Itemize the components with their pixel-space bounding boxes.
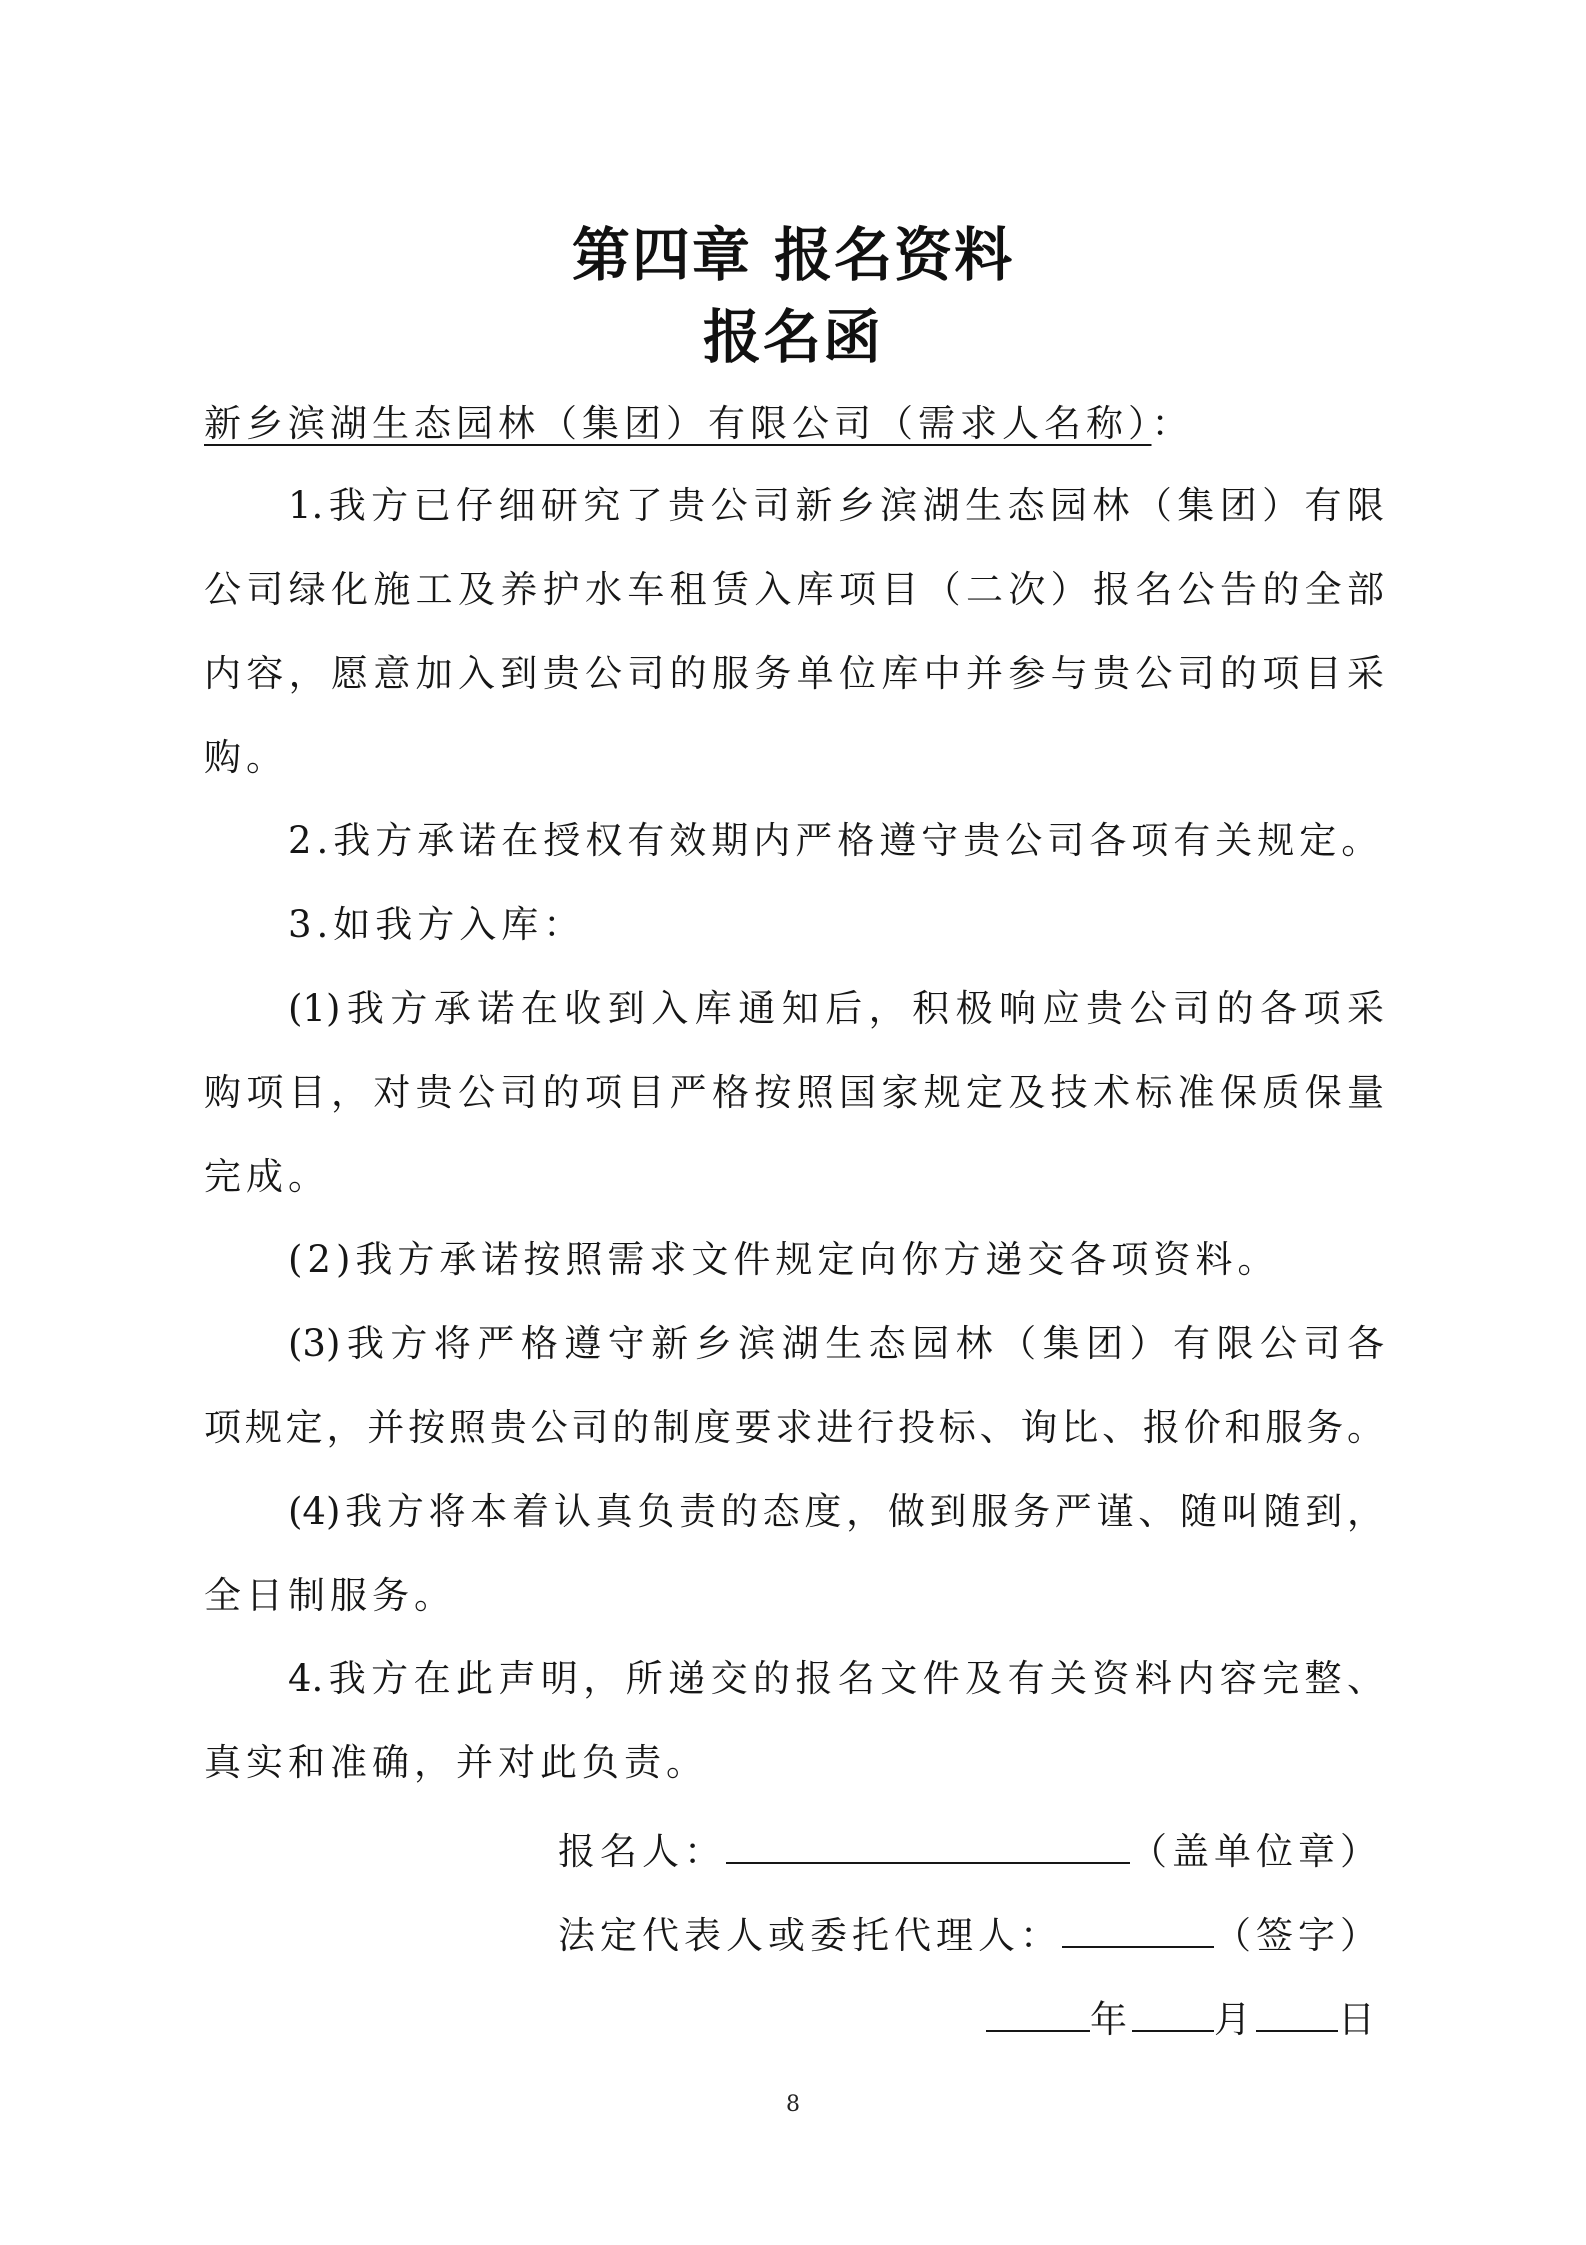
paragraph-1-line-3: 内容，愿意加入到贵公司的服务单位库中并参与贵公司的项目采 — [204, 652, 1384, 695]
chapter-title: 第四章 报名资料 — [571, 221, 1015, 289]
addressee-name: 新乡滨湖生态园林（集团）有限公司（需求人名称） — [204, 402, 1152, 445]
paragraph-1-line-4: 购。 — [204, 736, 288, 779]
month-blank[interactable] — [1132, 1994, 1214, 2032]
paragraph-6-line-1: (3)我方将严格遵守新乡滨湖生态园林（集团）有限公司各 — [288, 1322, 1384, 1365]
paragraph-5-line-1: (2)我方承诺按照需求文件规定向你方递交各项资料。 — [288, 1238, 1280, 1281]
paragraph-4-line-1: (1)我方承诺在收到入库通知后，积极响应贵公司的各项采 — [288, 987, 1384, 1030]
addressee-colon: ： — [1151, 402, 1194, 445]
applicant-note: （盖单位章） — [1130, 1830, 1382, 1873]
paragraph-3-line-1: 3.如我方入库： — [288, 903, 586, 946]
year-label: 年 — [1090, 1998, 1132, 2041]
day-blank[interactable] — [1256, 1994, 1338, 2032]
year-blank[interactable] — [986, 1994, 1090, 2032]
day-label: 日 — [1338, 1998, 1380, 2041]
paragraph-2-line-1: 2.我方承诺在授权有效期内严格遵守贵公司各项有关规定。 — [288, 819, 1384, 862]
applicant-blank[interactable] — [726, 1826, 1130, 1864]
paragraph-6-line-2: 项规定，并按照贵公司的制度要求进行投标、询比、报价和服务。 — [204, 1406, 1384, 1449]
applicant-line — [558, 1826, 1382, 1874]
representative-blank[interactable] — [1062, 1910, 1214, 1948]
paragraph-4-line-3: 完成。 — [204, 1155, 330, 1198]
representative-line — [558, 1910, 1382, 1958]
form-title: 报名函 — [702, 303, 883, 371]
page-number: 8 — [786, 2092, 800, 2117]
paragraph-7-line-2: 全日制服务。 — [204, 1574, 456, 1617]
paragraph-1-line-1: 1.我方已仔细研究了贵公司新乡滨湖生态园林（集团）有限 — [288, 484, 1384, 527]
paragraph-1-line-2: 公司绿化施工及养护水车租赁入库项目（二次）报名公告的全部 — [204, 568, 1384, 611]
date-line — [986, 1994, 1380, 2042]
paragraph-8-line-2: 真实和准确，并对此负责。 — [204, 1741, 708, 1784]
applicant-label: 报名人： — [558, 1830, 726, 1873]
representative-label: 法定代表人或委托代理人： — [558, 1914, 1062, 1957]
paragraph-7-line-1: (4)我方将本着认真负责的态度，做到服务严谨、随叫随到， — [288, 1490, 1384, 1533]
representative-note: （签字） — [1214, 1914, 1382, 1957]
addressee-line — [204, 402, 1384, 446]
paragraph-4-line-2: 购项目，对贵公司的项目严格按照国家规定及技术标准保质保量 — [204, 1071, 1384, 1114]
paragraph-8-line-1: 4.我方在此声明，所递交的报名文件及有关资料内容完整、 — [288, 1657, 1384, 1700]
month-label: 月 — [1214, 1998, 1256, 2041]
